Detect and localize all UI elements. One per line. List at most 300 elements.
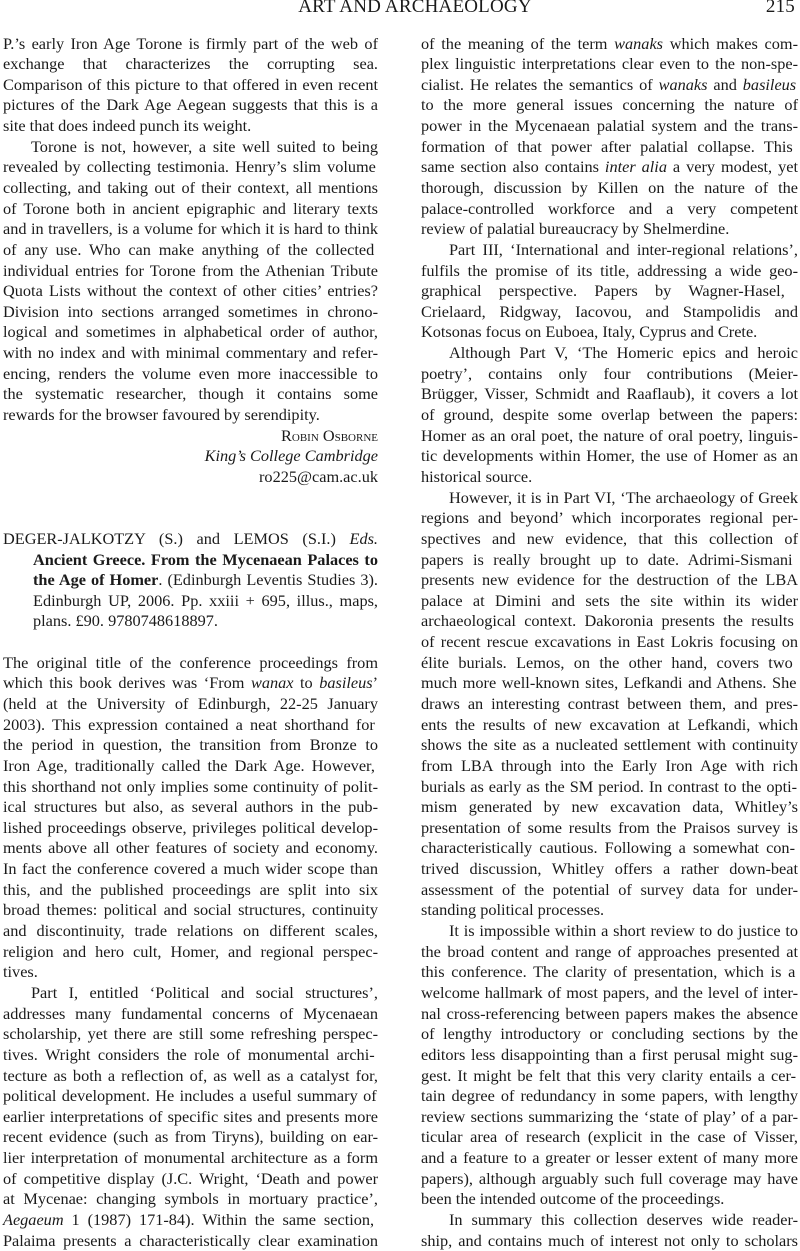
text-line [449, 487, 798, 508]
text-line [3, 218, 378, 239]
text-line-content [421, 672, 796, 693]
text-run: Although Part V, ‘The Homeric epics and heroic [449, 343, 798, 363]
text-line [421, 404, 798, 425]
text-line-content [3, 817, 378, 838]
italic-text-run: basileus [742, 74, 797, 94]
text-line-content [3, 115, 251, 136]
text-run: collecting, and taking out of their context, all mentions [3, 177, 378, 197]
text-line [3, 693, 378, 714]
text-line-content [421, 734, 798, 755]
text-line [421, 156, 798, 177]
text-run: burials as early as the SM period. In contrast to the opti- [421, 776, 798, 796]
text-line [421, 1188, 798, 1209]
text-line [3, 672, 378, 693]
text-run: (held at the University of Edinburgh, 22-25 January [3, 693, 378, 713]
text-run: Part I, entitled ‘Political and social structures’, [31, 982, 378, 1002]
text-line-content [421, 590, 798, 611]
text-line-content [31, 982, 378, 1003]
text-line [421, 115, 798, 136]
text-line-content [33, 610, 218, 631]
text-line [421, 879, 798, 900]
text-line [421, 693, 798, 714]
text-run: Homer as an oral poet, the nature of oral poetry, linguis- [421, 425, 798, 445]
text-run: of recent rescue excavations in East Lokris focusing on [421, 632, 798, 652]
text-line-content [421, 198, 798, 219]
text-line [421, 74, 798, 95]
text-line [421, 1126, 798, 1147]
text-run: historical source. [421, 466, 533, 486]
text-run: Kotsonas focus on Euboea, Italy, Cyprus and Crete. [421, 322, 758, 342]
text-line-content [421, 383, 798, 404]
text-run: In fact the conference covered a much wider scope than [3, 859, 378, 879]
text-line [449, 239, 798, 260]
text-line [421, 425, 798, 446]
text-line [3, 899, 378, 920]
text-line-content [449, 487, 798, 508]
text-line-content [421, 631, 798, 652]
text-line [3, 714, 378, 735]
text-line [421, 714, 798, 735]
text-line [3, 837, 378, 858]
text-run: DEGER-JALKOTZY (S.) and LEMOS (S.I.) [3, 528, 350, 548]
text-line-content [3, 33, 378, 54]
text-line [421, 1003, 798, 1024]
text-run: pictures of the Dark Age Aegean suggests that this is a [3, 95, 378, 115]
text-run: rewards for the browser favoured by serendipity. [3, 405, 320, 425]
text-line [421, 1147, 798, 1168]
text-line [421, 982, 798, 1003]
text-line [449, 920, 798, 941]
text-line-content [3, 1065, 378, 1086]
text-line-content [421, 404, 798, 425]
text-run: this conference. The clarity of presentation, which is a [421, 962, 796, 982]
text-line [3, 115, 378, 136]
text-line [3, 198, 378, 219]
text-line-content [3, 734, 378, 755]
text-run: ship, and contains much of interest not only to scholars [421, 1230, 798, 1250]
text-line-content [421, 1023, 798, 1044]
text-line [421, 549, 798, 570]
text-line [3, 1209, 378, 1230]
text-line-content [3, 858, 378, 879]
text-line [31, 982, 378, 1003]
text-run: logical and sometimes in alphabetical order of author, [3, 322, 378, 342]
text-run: archaeological context. Dakoronia presents the results [421, 611, 794, 631]
text-line [3, 445, 378, 466]
text-line-content [3, 1168, 378, 1189]
text-run: characteristically cautious. Following a somewhat con- [421, 838, 795, 858]
italic-text-run: wanaks [614, 33, 663, 53]
running-header-title: ART AND ARCHAEOLOGY [298, 0, 532, 17]
text-line-content [421, 94, 798, 115]
italic-text-run: Aegaeum [3, 1209, 64, 1229]
text-line-content [33, 590, 378, 611]
text-line [31, 136, 378, 157]
text-line [3, 528, 378, 549]
text-line-content [421, 280, 785, 301]
text-line [421, 961, 798, 982]
text-line [421, 177, 798, 198]
text-run: Division into sections arranged sometimes in chrono- [3, 301, 378, 321]
text-line-content [3, 837, 378, 858]
text-line-content [3, 961, 38, 982]
text-run: palace at Dimini and sets the site within its wider [421, 590, 798, 610]
text-line-content [3, 53, 378, 74]
text-run: trived discussion, Whitley offers a rather down-beat [421, 859, 798, 879]
text-run: The original title of the conference proceedings from [3, 652, 378, 672]
text-run: of lengthy introductory or concluding sections by the [421, 1024, 798, 1044]
text-line [3, 425, 378, 446]
text-run: of any use. Who can make anything of the collected [3, 239, 375, 259]
italic-text-run: wanax [250, 673, 294, 693]
text-line [3, 796, 378, 817]
text-line-content [421, 569, 798, 590]
text-run: tives. Wright considers the role of monumental archi- [3, 1044, 375, 1064]
text-line [449, 1209, 798, 1230]
text-line-content [421, 899, 604, 920]
text-line-content [421, 858, 798, 879]
text-line [33, 549, 378, 570]
text-line [3, 156, 378, 177]
text-line [421, 363, 798, 384]
text-line [421, 1065, 798, 1086]
text-run: to [293, 673, 320, 693]
text-line-content [3, 755, 375, 776]
text-run: Edinburgh UP, 2006. Pp. xxiii + 695, illus., maps, [33, 590, 378, 610]
text-run: of Torone both in ancient epigraphic and literary texts [3, 198, 378, 218]
text-line-content [421, 1168, 798, 1189]
text-line [3, 1106, 378, 1127]
text-line [3, 652, 378, 673]
text-line-content [3, 301, 378, 322]
text-line [3, 817, 378, 838]
text-line [3, 961, 378, 982]
text-run: tives. [3, 962, 38, 982]
text-line-content [421, 610, 794, 631]
text-run: addresses many fundamental concerns of Mycenaean [3, 1003, 378, 1023]
text-line-content [3, 1106, 378, 1127]
text-run: tic developments within Homer, the use of Homer as an [421, 446, 798, 466]
italic-text-run: basileus [319, 673, 373, 693]
text-line [33, 569, 378, 590]
text-line-content [3, 74, 378, 95]
text-run: been the intended outcome of the proceedings. [421, 1189, 725, 1209]
text-line-content [421, 466, 532, 487]
text-line-content [421, 796, 798, 817]
text-line-content [421, 218, 729, 239]
text-line [421, 136, 798, 157]
text-line-content [3, 1147, 378, 1168]
text-run: Comparison of this picture to that offered in even recent [3, 74, 378, 94]
text-run: review of palatial bureaucracy by Shelmerdine. [421, 219, 730, 239]
text-line [3, 879, 378, 900]
text-run: a very modest, yet [666, 157, 798, 177]
text-run: 1 (1987) 171-84). Within the same section, [63, 1209, 375, 1229]
text-line [3, 363, 378, 384]
text-line-content [421, 1003, 798, 1024]
text-line [421, 383, 798, 404]
text-line [449, 342, 798, 363]
text-run: ’ [372, 673, 378, 693]
text-line-content [3, 177, 378, 198]
text-line-content [421, 1065, 796, 1086]
text-line-content [421, 445, 798, 466]
text-run: shows the site as a nucleated settlement with continuity [421, 735, 798, 755]
text-line-content [421, 961, 795, 982]
text-line [3, 776, 378, 797]
text-line [421, 1023, 798, 1044]
text-line-content [3, 796, 378, 817]
text-run: from LBA through into the Early Iron Age with rich [421, 755, 798, 775]
text-line-content [3, 1230, 378, 1251]
text-run: In summary this collection deserves wide reader- [449, 1209, 798, 1229]
bold-text-run: the Age of Homer [33, 570, 159, 590]
text-line-content [449, 1209, 798, 1230]
text-run: presents new evidence for the destruction of the LBA [421, 570, 798, 590]
text-line [3, 1126, 378, 1147]
text-line-content [449, 920, 798, 941]
text-line-content [3, 321, 378, 342]
text-run: draws an interesting contrast between them, and pres- [421, 693, 798, 713]
text-line [3, 280, 378, 301]
text-line [421, 94, 798, 115]
text-line-content [421, 53, 798, 74]
text-line-content [3, 363, 378, 384]
text-run: welcome hallmark of most papers, and the level of inter- [421, 982, 798, 1002]
text-line-content [421, 301, 798, 322]
text-run: ro225@cam.ac.uk [259, 466, 378, 486]
text-line [3, 260, 378, 281]
text-line [33, 590, 378, 611]
text-line [3, 1188, 378, 1209]
text-run: 2003). This expression contained a neat shorthand for [3, 714, 375, 734]
text-run: fulfils the promise of its title, addressing a wide geo- [421, 260, 798, 280]
text-line [421, 33, 798, 54]
text-line-content [421, 693, 798, 714]
text-line [3, 1023, 378, 1044]
text-line-content [421, 425, 798, 446]
text-run: and discontinuity, trade relations on different scales, [3, 921, 378, 941]
text-line [421, 899, 798, 920]
text-line [421, 507, 798, 528]
text-line-content [3, 1209, 374, 1230]
text-line [3, 33, 378, 54]
text-line [3, 941, 378, 962]
text-line [421, 858, 798, 879]
text-line-content [421, 74, 796, 95]
text-run: earlier interpretations of specific sites and presents more [3, 1106, 378, 1126]
text-run: P.’s early Iron Age Torone is firmly part of the web of [3, 33, 378, 53]
text-run: this shorthand not only implies some continuity of polit- [3, 776, 378, 796]
text-run: . (Edinburgh Leventis Studies 3). [158, 570, 378, 590]
text-line [421, 445, 798, 466]
text-line [3, 74, 378, 95]
text-line [421, 466, 798, 487]
text-line-content [3, 1085, 377, 1106]
text-run: cialist. He relates the semantics of [421, 74, 659, 94]
text-line-content [421, 528, 798, 549]
text-line-content [421, 1230, 798, 1251]
text-line [421, 817, 798, 838]
text-run: much more well-known sites, Lefkandi and Athens. She [421, 673, 797, 693]
text-run: the period in question, the transition from Bronze to [3, 735, 378, 755]
text-line-content [421, 1085, 798, 1106]
italic-text-run: Eds. [349, 528, 378, 548]
text-line [421, 610, 798, 631]
text-run: with no index and with minimal commentary and refer- [3, 343, 378, 363]
text-line-content [3, 280, 378, 301]
text-line-content [3, 1188, 378, 1209]
text-line-content [421, 156, 798, 177]
text-line-content [3, 1126, 378, 1147]
text-line-content [421, 879, 798, 900]
text-line [421, 260, 798, 281]
text-run: ticular area of research (explicit in the case of Visser, [421, 1127, 798, 1147]
text-line [421, 755, 798, 776]
bold-text-run: Ancient Greece. From the Mycenaean Palaces to [33, 549, 378, 569]
text-run: papers), although arguably such full coverage may have [421, 1168, 798, 1188]
text-line [421, 1230, 798, 1251]
page-number: 215 [765, 0, 795, 17]
text-run: Palaima presents a characteristically clear examination [3, 1230, 378, 1250]
text-line-content [421, 776, 797, 797]
text-line-content [259, 466, 378, 487]
text-line-content [3, 218, 378, 239]
text-run: power in the Mycenaean palatial system and the trans- [421, 116, 798, 136]
text-line [3, 466, 378, 487]
text-run: editors less disappointing than a first perusal might sug- [421, 1044, 798, 1064]
text-line-content [421, 982, 798, 1003]
text-run: same section also contains [421, 157, 605, 177]
text-line [421, 776, 798, 797]
text-line-content [421, 115, 798, 136]
text-line [421, 631, 798, 652]
text-line [33, 610, 378, 631]
text-run: of ground, despite some overlap between the papers: [421, 405, 798, 425]
text-run: spectives and new evidence, that this collection of [421, 528, 798, 548]
text-line-content [3, 342, 378, 363]
text-run: this, and the published proceedings are split into six [3, 879, 378, 899]
text-line [3, 1230, 378, 1251]
text-run: scholarship, yet there are still some refreshing perspec- [3, 1024, 378, 1044]
text-line-content [421, 837, 795, 858]
text-line-content [33, 569, 378, 590]
text-line [3, 1003, 378, 1024]
text-run: religion and hero cult, Homer, and regional perspec- [3, 941, 378, 961]
text-run: It is impossible within a short review to do justice to [449, 921, 798, 941]
text-line [3, 239, 378, 260]
text-run: individual entries for Torone from the Athenian Tribute [3, 260, 378, 280]
text-run: lier interpretation of monumental architecture as a form [3, 1148, 378, 1168]
text-line [3, 301, 378, 322]
text-line [421, 321, 798, 342]
text-line-content [421, 755, 798, 776]
text-run: Iron Age, traditionally called the Dark Age. However, [3, 755, 375, 775]
text-run: at Mycenae: changing symbols in mortuary practice’, [3, 1189, 378, 1209]
text-line-content [3, 693, 378, 714]
text-line [3, 177, 378, 198]
text-run: of competitive display (J.C. Wright, ‘Death and power [3, 1168, 378, 1188]
text-run: graphical perspective. Papers by Wagner-Hasel, [421, 281, 785, 301]
text-line [421, 1044, 798, 1065]
text-run: revealed by collecting testimonia. Henry’s slim volume [3, 157, 376, 177]
text-run: Quota Lists without the context of other cities’ entries? [3, 281, 378, 301]
text-line-content [421, 941, 798, 962]
text-run: plans. £90. 9780748618897. [33, 611, 218, 631]
text-line-content [205, 445, 378, 466]
text-line [3, 920, 378, 941]
text-line-content [421, 652, 793, 673]
text-line-content [3, 879, 378, 900]
text-run: gest. It might be felt that this very clarity entails a cer- [421, 1065, 797, 1085]
text-line-content [449, 342, 798, 363]
text-run: recent evidence (such as from Tiryns), building on ear- [3, 1127, 378, 1147]
text-line [3, 53, 378, 74]
text-line-content [3, 776, 378, 797]
text-run: the systematic researcher, though it contains some [3, 384, 378, 404]
text-line [421, 1106, 798, 1127]
text-run: ents the results of new excavation at Lefkandi, which [421, 714, 798, 734]
text-run: and [707, 74, 743, 94]
text-run: However, it is in Part VI, ‘The archaeology of Greek [449, 487, 798, 507]
text-line-content [3, 1023, 378, 1044]
text-run: élite burials. Lemos, on the other hand, covers two [421, 652, 793, 672]
text-run: exchange that characterizes the corrupting sea. [3, 54, 378, 74]
text-line [3, 1085, 378, 1106]
text-line-content [3, 528, 378, 549]
text-line-content [3, 899, 378, 920]
text-run: the broad content and range of approaches presented at [421, 941, 798, 961]
text-run: and in travellers, is a volume for which it is hard to think [3, 219, 378, 239]
text-line-content [449, 239, 798, 260]
text-line [421, 1168, 798, 1189]
text-line [3, 858, 378, 879]
text-line-content [3, 1044, 375, 1065]
text-line [421, 301, 798, 322]
text-line-content [421, 1188, 724, 1209]
text-line-content [3, 714, 375, 735]
text-line [3, 94, 378, 115]
text-run: tain degree of redundancy in some papers, with lengthy [421, 1086, 798, 1106]
text-line-content [421, 817, 798, 838]
text-line-content [3, 1003, 378, 1024]
text-line [421, 734, 798, 755]
text-line-content [421, 1044, 798, 1065]
text-run: which this book derives was ‘From [3, 673, 251, 693]
text-run: assessment of the potential of survey data for under- [421, 879, 798, 899]
text-line [3, 1168, 378, 1189]
text-run: tecture as both a reflection of, as well as a catalyst for, [3, 1065, 378, 1085]
text-run: ments above all other features of society and economy. [3, 838, 378, 858]
text-run: thorough, discussion by Killen on the nature of the [421, 177, 798, 197]
text-line-content [421, 1126, 798, 1147]
text-line [421, 590, 798, 611]
text-line-content [3, 94, 378, 115]
small-caps-text-run: Robin Osborne [281, 425, 378, 445]
text-line [421, 528, 798, 549]
text-run: of the meaning of the term [421, 33, 615, 53]
text-line-content [421, 714, 798, 735]
text-line-content [421, 321, 757, 342]
text-run: presentation of some results from the Praisos survey is [421, 817, 798, 837]
text-run: lished proceedings observe, privileges political develop- [3, 817, 378, 837]
text-run: political development. He includes a useful summary of [3, 1086, 377, 1106]
text-run: Brügger, Visser, Schmidt and Raaflaub), it covers a lot [421, 384, 798, 404]
italic-text-run: wanaks [658, 74, 708, 94]
text-line [421, 1085, 798, 1106]
text-run: plex linguistic interpretations clear even to the non-spe- [421, 54, 798, 74]
text-run: to the more general issues concerning the nature of [421, 95, 798, 115]
